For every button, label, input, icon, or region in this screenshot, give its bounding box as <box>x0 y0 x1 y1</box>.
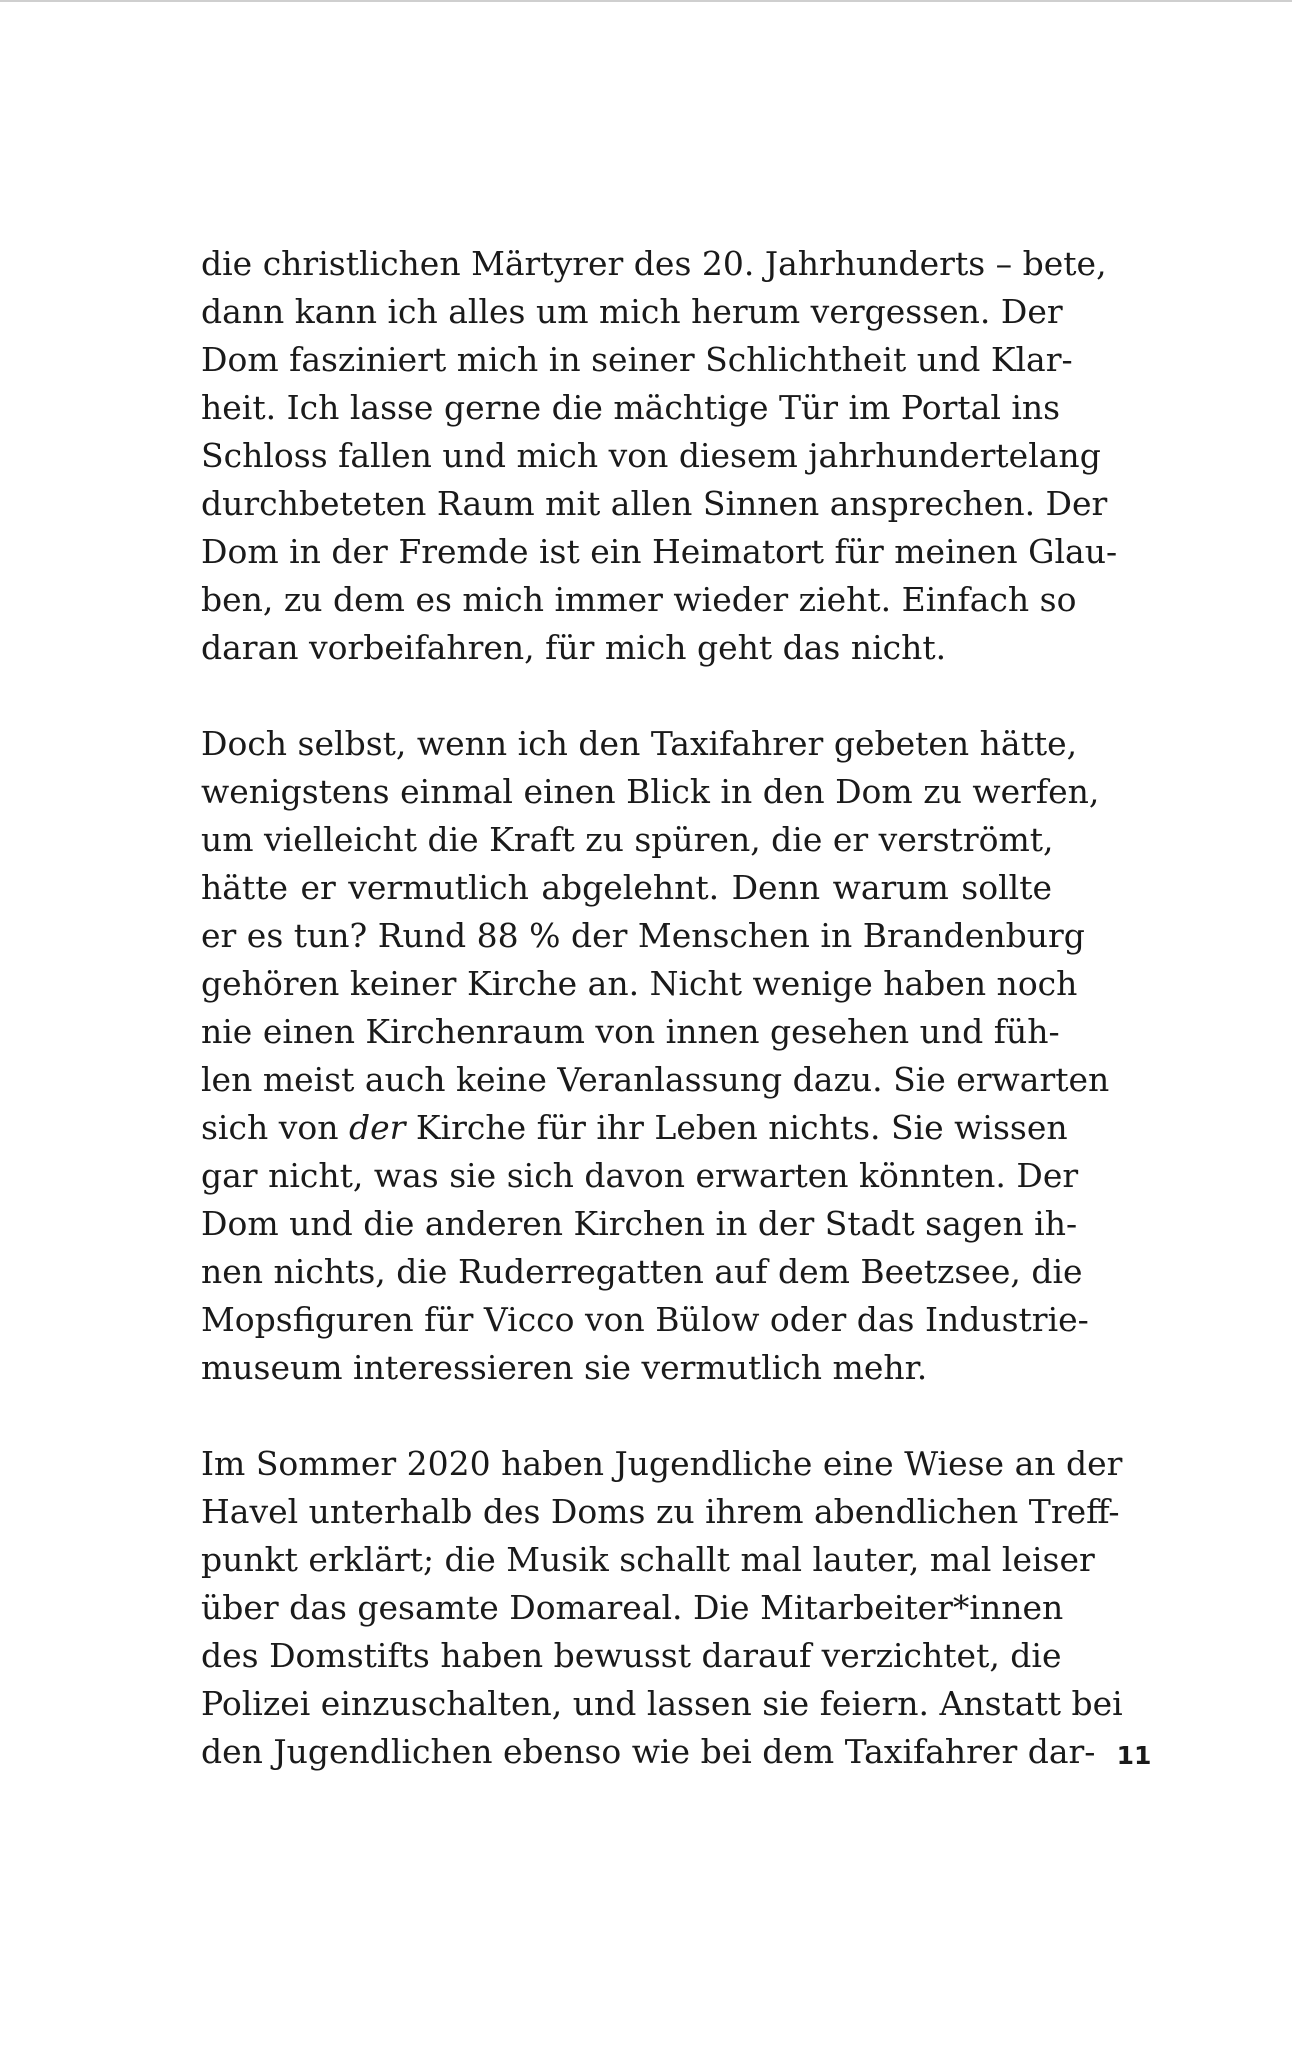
page-number: 11 <box>1116 1741 1152 1770</box>
paragraph <box>201 720 1110 1392</box>
body-text <box>201 240 1123 1824</box>
text-line: um vielleicht die Kraft zu spüren, die er verströmt, <box>201 820 1054 859</box>
text-line: punkt erklärt; die Musik schallt mal lauter, mal leiser <box>201 1540 1095 1579</box>
text-line: Schloss fallen und mich von diesem jahrhundertelang <box>201 436 1101 475</box>
text-line: Dom und die anderen Kirchen in der Stadt sagen ih- <box>201 1204 1078 1243</box>
text-line: Havel unterhalb des Doms zu ihrem abendlichen Treff- <box>201 1492 1120 1531</box>
top-border-line <box>0 0 1292 2</box>
text-line: ben, zu dem es mich immer wieder zieht. Einfach so <box>201 580 1077 619</box>
text-line: nie einen Kirchenraum von innen gesehen und füh- <box>201 1012 1060 1051</box>
text-line: len meist auch keine Veranlassung dazu. Sie erwarten <box>201 1060 1110 1099</box>
text-line: Doch selbst, wenn ich den Taxifahrer gebeten hätte, <box>201 724 1078 763</box>
text-line: Dom in der Fremde ist ein Heimatort für meinen Glau- <box>201 532 1118 571</box>
paragraph <box>201 1440 1123 1776</box>
text-line: heit. Ich lasse gerne die mächtige Tür im Portal ins <box>201 388 1061 427</box>
text-line: wenigstens einmal einen Blick in den Dom zu werfen, <box>201 772 1100 811</box>
text-line: dann kann ich alles um mich herum vergessen. Der <box>201 292 1063 331</box>
text-line: museum interessieren sie vermutlich mehr. <box>201 1348 928 1387</box>
text-line: hätte er vermutlich abgelehnt. Denn warum sollte <box>201 868 1052 907</box>
text-line: Im Sommer 2020 haben Jugendliche eine Wiese an der <box>201 1444 1123 1483</box>
text-segment: Kirche für ihr Leben nichts. Sie wissen <box>405 1108 1068 1147</box>
text-line: durchbeteten Raum mit allen Sinnen ansprechen. Der <box>201 484 1108 523</box>
text-line: des Domstifts haben bewusst darauf verzichtet, die <box>201 1636 1062 1675</box>
text-line: über das gesamte Domareal. Die Mitarbeiter*innen <box>201 1588 1064 1627</box>
text-segment: sich von <box>201 1108 349 1147</box>
paragraph <box>201 240 1118 672</box>
text-line: Polizei einzuschalten, und lassen sie feiern. Anstatt bei <box>201 1684 1123 1723</box>
emphasized-word: der <box>348 1108 406 1147</box>
text-line: er es tun? Rund 88 % der Menschen in Brandenburg <box>201 916 1085 955</box>
text-line: gehören keiner Kirche an. Nicht wenige haben noch <box>201 964 1078 1003</box>
text-line: Mopsfiguren für Vicco von Bülow oder das Industrie- <box>201 1300 1089 1339</box>
text-line: daran vorbeifahren, für mich geht das nicht. <box>201 628 947 667</box>
text-line: die christlichen Märtyrer des 20. Jahrhunderts – bete, <box>201 244 1107 283</box>
text-line: gar nicht, was sie sich davon erwarten könnten. Der <box>201 1156 1079 1195</box>
text-line: den Jugendlichen ebenso wie bei dem Taxifahrer dar- <box>201 1732 1096 1771</box>
text-line: Dom fasziniert mich in seiner Schlichtheit und Klar- <box>201 340 1073 379</box>
text-line: nen nichts, die Ruderregatten auf dem Beetzsee, die <box>201 1252 1083 1291</box>
text-line <box>201 1104 1068 1152</box>
